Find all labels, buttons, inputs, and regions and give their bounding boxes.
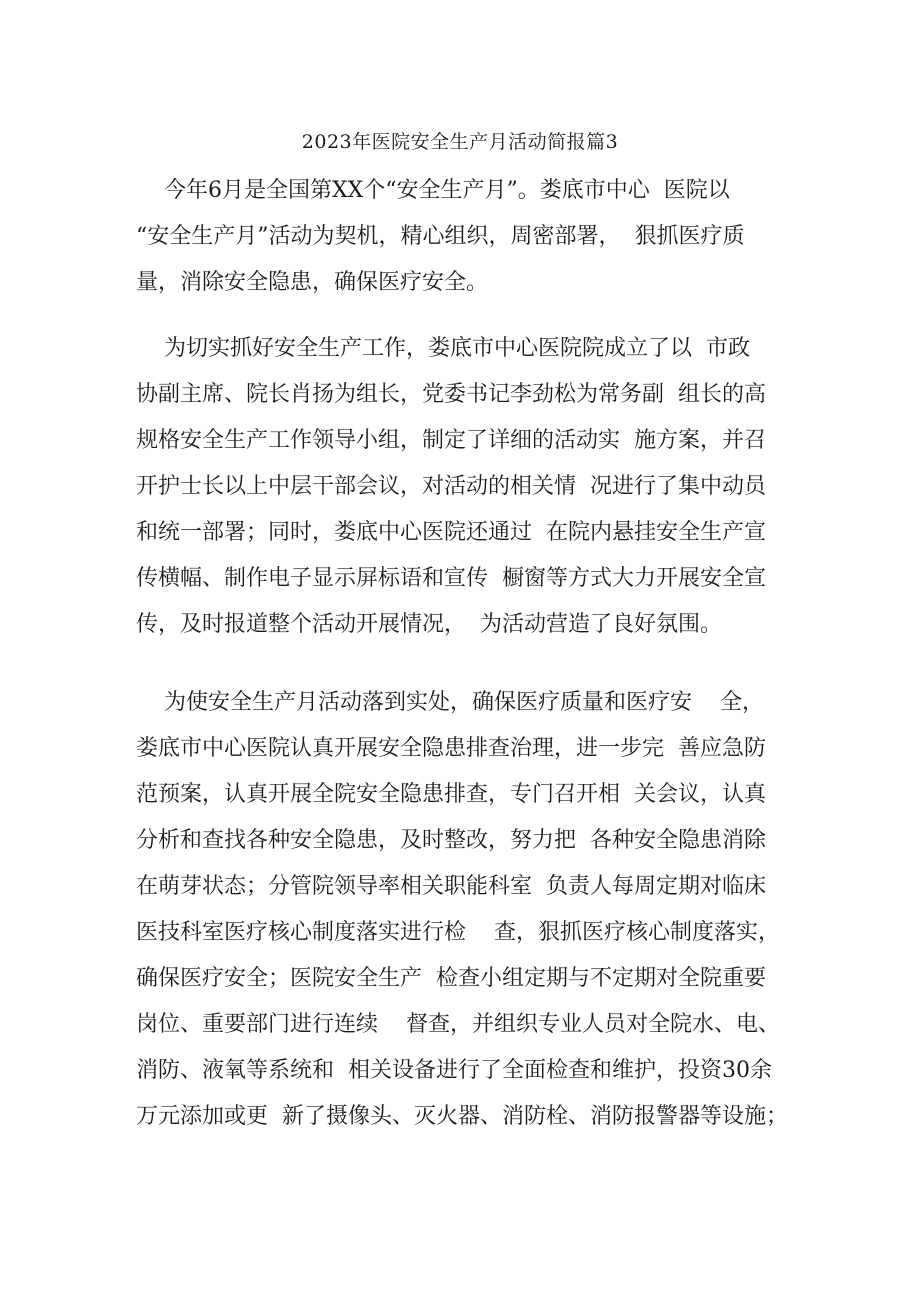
paragraph-line: 医技科室医疗核心制度落实进行检 查，狠抓医疗核心制度落实， — [136, 920, 780, 945]
paragraph-line: 为切实抓好安全生产工作，娄底市中心医院院成立了以 市政 — [136, 336, 750, 361]
paragraph-line: 为使安全生产月活动落到实处，确保医疗质量和医疗安 全， — [136, 690, 764, 715]
paragraph-3 — [136, 680, 816, 1140]
paragraph-line: 和统一部署；同时，娄底中心医院还通过 在院内悬挂安全生产宣 — [136, 520, 766, 545]
paragraph-line: 岗位、重要部门进行连续 督查，并组织专业人员对全院水、电、 — [136, 1012, 780, 1037]
paragraph-line: 在萌芽状态；分管院领导率相关职能科室 负责人每周定期对临床 — [136, 874, 766, 899]
paragraph-line: 消防、液氧等系统和 相关设备进行了全面检查和维护，投资30余 — [136, 1058, 772, 1083]
paragraph-line: 今年6月是全国第XX个“安全生产月”。娄底市中心 医院以 — [136, 178, 730, 203]
paragraph-1 — [136, 168, 816, 306]
paragraph-line: 万元添加或更 新了摄像头、灭火器、消防栓、消防报警器等设施； — [136, 1104, 788, 1129]
paragraph-line: 范预案，认真开展全院安全隐患排查，专门召开相 关会议，认真 — [136, 782, 766, 807]
paragraph-line: 传横幅、制作电子显示屏标语和宣传 橱窗等方式大力开展安全宣 — [136, 566, 766, 591]
paragraph-line: 开护士长以上中层干部会议，对活动的相关情 况进行了集中动员 — [136, 474, 766, 499]
paragraph-line: 分析和查找各种安全隐患，及时整改，努力把 各种安全隐患消除 — [136, 828, 766, 853]
paragraph-line: 量，消除安全隐患，确保医疗安全。 — [136, 270, 489, 295]
paragraph-2 — [136, 326, 816, 648]
document-title: 2023年医院安全生产月活动简报篇3 — [301, 131, 619, 153]
paragraph-line: 传，及时报道整个活动开展情况， 为活动营造了良好氛围。 — [136, 612, 722, 637]
paragraph-line: 规格安全生产工作领导小组，制定了详细的活动实 施方案，并召 — [136, 428, 766, 453]
paragraph-line: 协副主席、院长肖扬为组长，党委书记李劲松为常务副 组长的高 — [136, 382, 766, 407]
paragraph-line: 确保医疗安全；医院安全生产 检查小组定期与不定期对全院重要 — [136, 966, 766, 991]
paragraph-line: “安全生产月”活动为契机，精心组织，周密部署， 狠抓医疗质 — [136, 224, 745, 249]
paragraph-line: 娄底市中心医院认真开展安全隐患排查治理，进一步完 善应急防 — [136, 736, 766, 761]
